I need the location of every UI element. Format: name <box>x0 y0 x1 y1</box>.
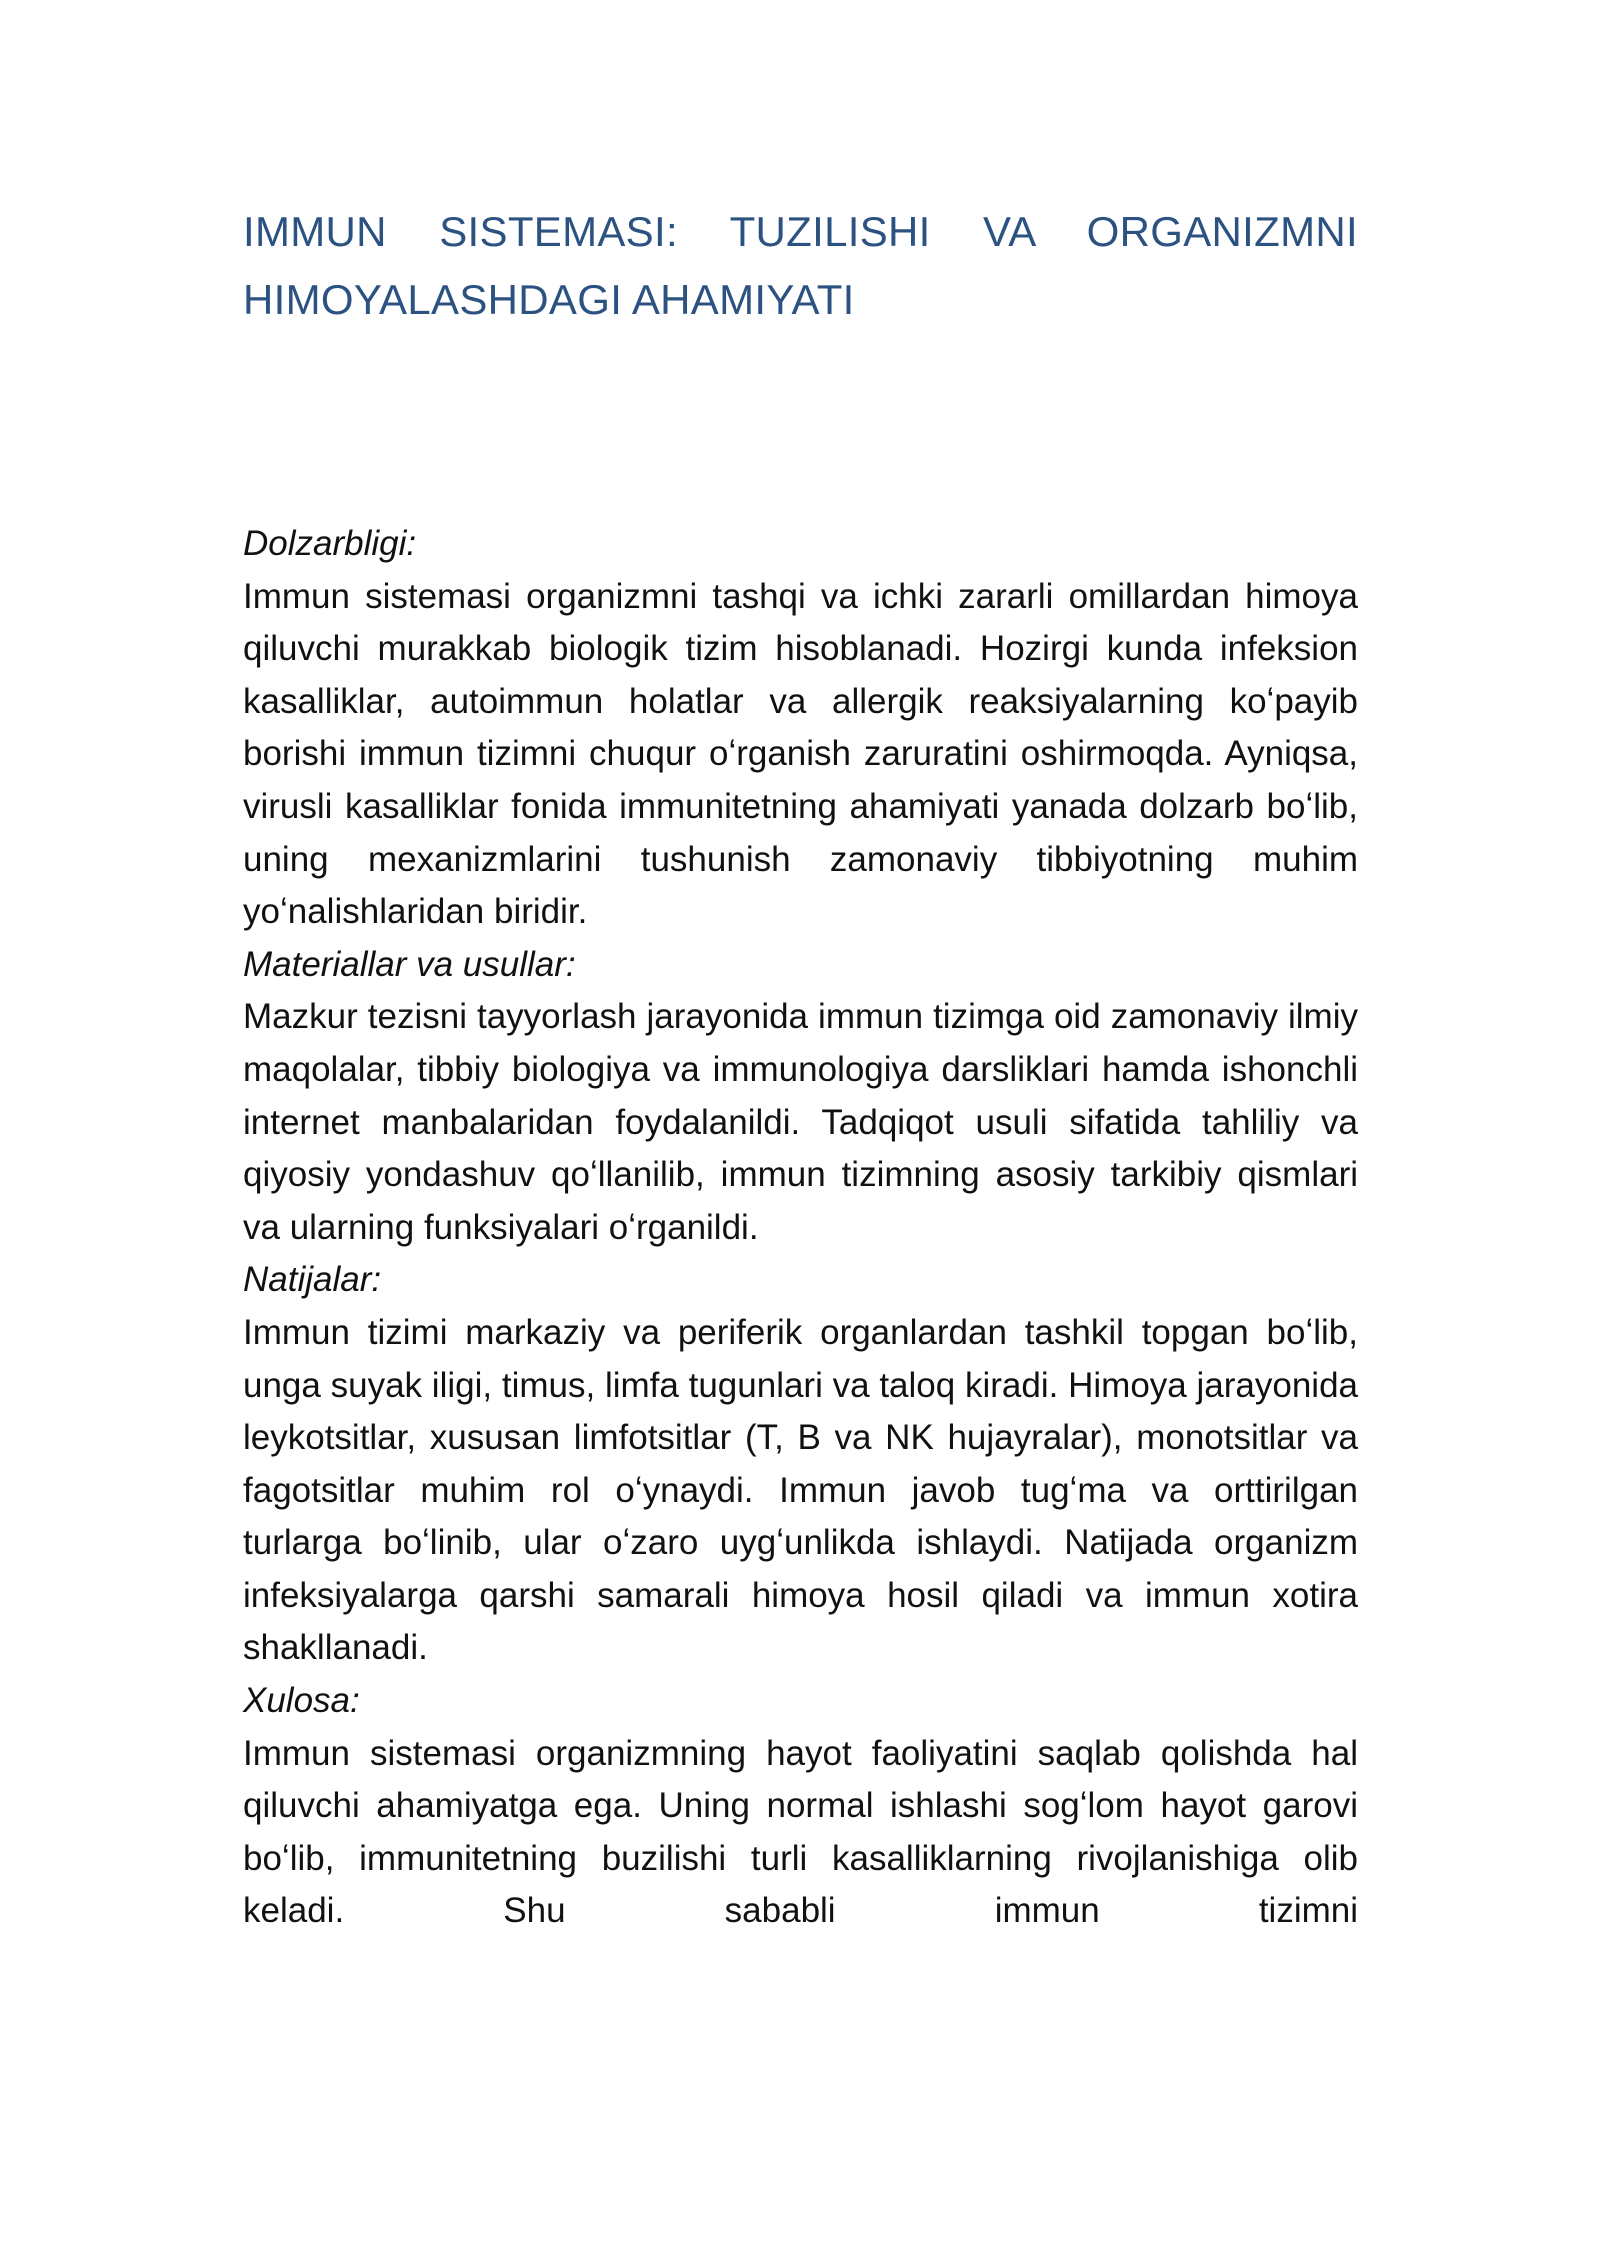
document-title: IMMUN SISTEMASI: TUZILISHI VA ORGANIZMNI HIMOYALASHDAGI AHAMIYATI <box>243 208 1358 323</box>
section-text-materials-methods: Mazkur tezisni tayyorlash jarayonida immun tizimga oid zamonaviy ilmiy maqolalar, tibbiy biologiya va immunologiya darsliklari hamda ishonchli internet manbalaridan foydalanildi. Tadqiqot usuli sifatida tahliliy va qiyosiy yondashuv qoʻllanilib, immun tizimning asosiy tarkibiy qismlari va ularning funksiyalari oʻrganildi. <box>243 997 1358 1247</box>
document-page <box>243 0 1358 2262</box>
section-text-conclusion: Immun sistemasi organizmning hayot faoliyatini saqlab qolishda hal qiluvchi ahamiyatga ega. Uning normal ishlashi sogʻlom hayot garovi boʻlib, immunitetning buzilishi turli kasalliklarning rivojlanishiga olib keladi. Shu sababli immun tizimni <box>243 1733 1358 1931</box>
section-heading-materials-methods: Materiallar va usullar: <box>243 944 576 984</box>
section-text-relevance: Immun sistemasi organizmni tashqi va ichki zararli omillardan himoya qiluvchi murakkab biologik tizim hisoblanadi. Hozirgi kunda infeksion kasalliklar, autoimmun holatlar va allergik reaksiyalarning koʻpayib borishi immun tizimni chuqur oʻrganish zaruratini oshirmoqda. Ayniqsa, virusli kasalliklar fonida immunitetning ahamiyati yanada dolzarb boʻlib, uning mexanizmlarini tushunish zamonaviy tibbiyotning muhim yoʻnalishlaridan biridir. <box>243 576 1358 932</box>
document-body <box>243 518 1358 1938</box>
section-text-results: Immun tizimi markaziy va periferik organlardan tashkil topgan boʻlib, unga suyak iligi, timus, limfa tugunlari va taloq kiradi. Himoya jarayonida leykotsitlar, xususan limfotsitlar (T, B va NK hujayralar), monotsitlar va fagotsitlar muhim rol oʻynaydi. Immun javob tugʻma va orttirilgan turlarga boʻlinib, ular oʻzaro uygʻunlikda ishlaydi. Natijada organizm infeksiyalarga qarshi samarali himoya hosil qiladi va immun xotira shakllanadi. <box>243 1312 1358 1668</box>
section-heading-relevance: Dolzarbligi: <box>243 524 417 563</box>
section-heading-conclusion: Xulosa: <box>243 1681 360 1721</box>
section-heading-results: Natijalar: <box>243 1260 382 1300</box>
